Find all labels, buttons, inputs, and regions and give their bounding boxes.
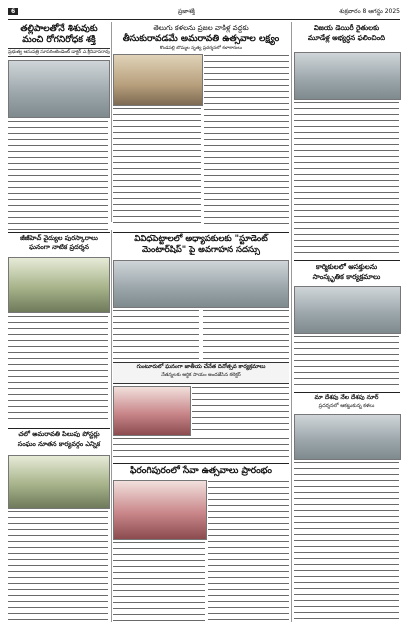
headline-line-2: మెంటార్‌షిప్" పై అవగాహన సదస్సు [142, 245, 260, 255]
issue-date: శుక్రవారం 8 ఆగస్టు 2025 [339, 8, 400, 15]
article-body-text [8, 510, 108, 620]
article-body-text [204, 54, 289, 227]
divider [8, 428, 110, 429]
headline-line-1: తల్లిపాలతోనే శిశువుకు [20, 24, 98, 34]
headline-line-2: ప్రదర్శనలో ఆకట్టుకున్న కళలు [318, 403, 375, 409]
headline-line-1: వివిధపెట్టాలలో అధ్యాపకులకు "స్టూడెంట్ [134, 234, 268, 244]
photo-exhibition [294, 414, 401, 460]
article-body-text [113, 107, 201, 227]
headline-line-2: మూడేళ్ల అభ్యర్ధన ఫలించింది [307, 34, 386, 42]
photo-dairy-meeting [294, 52, 401, 100]
photo-hospital-event [8, 60, 110, 118]
article-body-text [203, 309, 289, 359]
headline-line-1: విజయ డెయిరీ రైతులకు [313, 24, 380, 32]
article-body-text [113, 437, 289, 459]
article-body-text [192, 386, 289, 434]
headline-line-1: గుంటూరులో ఘనంగా జాతీయ చేనేత దినోత్సవ కార్యక్రమాలు [136, 364, 266, 370]
article-body-text [294, 335, 399, 385]
subheadline: ప్రభుత్వ ఆసుపత్రి సూపరింటెండెంట్ డాక్టర్ ఎ.శ్రీనివాసరావు [8, 48, 110, 57]
page-number: 6 [8, 8, 18, 15]
divider [294, 392, 400, 393]
column-divider [111, 22, 112, 222]
photo-arts-event [113, 54, 203, 106]
divider [294, 260, 400, 261]
headline-line-1: చలో అమరావతి పిలుపు పోస్టర్లు [18, 430, 100, 438]
photo-awards [8, 257, 110, 313]
headline-line-2: సంఘం నూతన కార్యవర్గం ఎన్నిక [17, 440, 101, 448]
headline-line-1: తెలుగు కళలను ప్రజల వాకిళ్ల వద్దకు [153, 24, 249, 32]
article-body-text [294, 461, 399, 621]
headline: ఫిరంగిపురంలో సేవా ఉత్సవాలు ప్రారంభం [130, 466, 272, 476]
headline-line-1: జీజీహెచ్ వైద్యుల పురస్కారాలు [20, 234, 98, 242]
headline-line-2: సాంస్కృతిక కార్యక్రమాలు [312, 273, 381, 281]
divider [8, 232, 110, 233]
divider [113, 232, 289, 233]
article-body-text [8, 120, 108, 230]
article-body-text [113, 309, 199, 359]
photo-handloom [113, 386, 191, 436]
newspaper-name: ప్రజాశక్తి [178, 8, 195, 15]
article-body-text [294, 101, 399, 257]
headline-line-2: మంచి రోగనిరోధక శక్తి [22, 35, 96, 45]
column-divider [111, 230, 112, 622]
article-body-text [208, 480, 289, 621]
photo-workers [294, 286, 401, 334]
photo-seminar [113, 260, 289, 308]
divider [113, 463, 289, 464]
page-header [8, 7, 400, 20]
headline-line-1: కార్మికులలో ఆసక్తులను [315, 263, 378, 271]
headline-line-1: మా దేశపు నేల దేశపు నూర్ [314, 394, 379, 401]
headline-line-2: ఘనంగా నాటిక ప్రదర్శన [29, 243, 89, 251]
subheadline: కొండపల్లి బొమ్మల నృత్య ప్రదర్శనలో కళాకారులు [159, 46, 243, 51]
article-body-text [8, 315, 108, 423]
article-body-text [113, 541, 205, 621]
photo-rally-banner [113, 480, 207, 540]
headline-line-2: నేతన్నలకు ఆర్థిక సాయం అందజేసిన కలెక్టర్ [161, 373, 241, 378]
column-divider [291, 22, 292, 622]
photo-union-meeting [8, 455, 110, 509]
headline-line-2: తీసుకురావడమే అమరావతి ఉత్సవాల లక్ష్యం [122, 34, 280, 44]
